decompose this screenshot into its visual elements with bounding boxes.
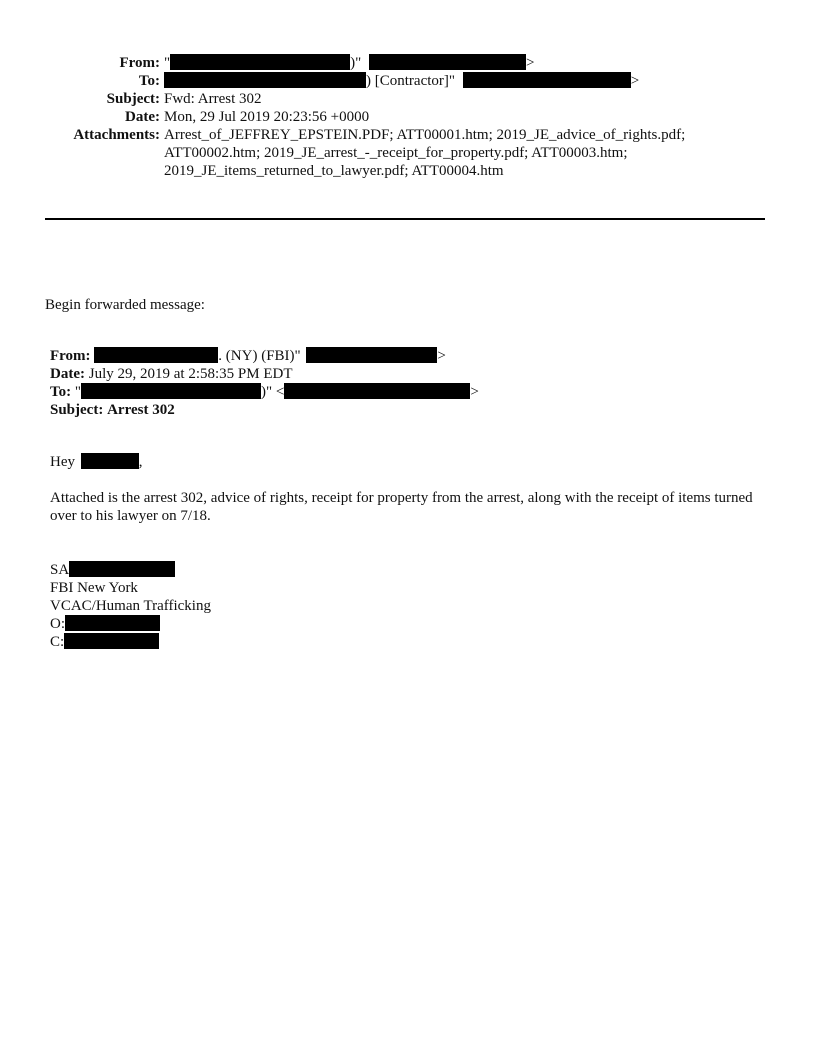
header-to-value: [164, 72, 639, 90]
header-to-label: To:: [138, 73, 160, 89]
header-from-row: [0, 54, 816, 72]
email-header: [0, 54, 816, 180]
signature-block: [50, 561, 211, 651]
redaction-box: [306, 347, 437, 363]
redaction-box: [463, 72, 631, 88]
to-gt: >: [630, 73, 640, 89]
header-subject-label: Subject:: [106, 91, 160, 107]
fwd-subject-label: Subject:: [50, 402, 104, 418]
fwd-subject-row: [50, 401, 479, 419]
fwd-date-label: Date:: [50, 366, 85, 382]
from-close: )": [350, 55, 362, 71]
greeting-comma: ,: [138, 454, 143, 470]
sig-unit: VCAC/Human Trafficking: [50, 598, 211, 614]
fwd-date-value: July 29, 2019 at 2:58:35 PM EDT: [88, 366, 293, 382]
header-from-value: [164, 54, 534, 72]
fwd-to-row: [50, 383, 479, 401]
header-subject-value: Fwd: Arrest 302: [164, 91, 262, 107]
sig-office-phone-label: O:: [50, 616, 65, 632]
redaction-box: [65, 615, 160, 631]
from-open-quote: ": [164, 55, 171, 71]
header-attachments-label: Attachments:: [73, 127, 160, 143]
redaction-box: [81, 383, 261, 399]
fwd-from-mid: . (NY) (FBI)": [218, 348, 301, 364]
header-subject-row: [0, 90, 816, 108]
fwd-subject-value: Arrest 302: [107, 402, 175, 418]
header-date-row: [0, 108, 816, 126]
fwd-from-gt: >: [437, 348, 446, 364]
from-gt: >: [526, 55, 535, 71]
message-body: Attached is the arrest 302, advice of rights, receipt for property from the arrest, along with the receipt of items turned over to his lawyer on 7/18.: [50, 490, 753, 524]
sig-office: FBI New York: [50, 580, 138, 596]
greeting-line: [50, 453, 143, 471]
header-date-value: Mon, 29 Jul 2019 20:23:56 +0000: [164, 109, 370, 125]
redaction-box: [81, 453, 139, 469]
fwd-to-mid: )" <: [261, 384, 285, 400]
redaction-box: [164, 72, 366, 88]
greeting: Hey: [50, 454, 75, 470]
header-date-label: Date:: [125, 109, 160, 125]
header-attachments-value: Arrest_of_JEFFREY_EPSTEIN.PDF; ATT00001.htm; 2019_JE_advice_of_rights.pdf; ATT00002.htm; 2019_JE_arrest_-_receipt_for_property.pdf; ATT00003.htm; 2019_JE_items_returned_to_lawyer.pdf; ATT00004.htm: [164, 127, 686, 179]
fwd-to-label: To:: [50, 384, 72, 400]
redaction-box: [284, 383, 470, 399]
forward-intro: Begin forwarded message:: [45, 297, 205, 313]
sig-cell-phone-label: C:: [50, 634, 65, 650]
sig-cell-phone-row: [50, 633, 211, 651]
header-from-label: From:: [119, 55, 160, 71]
header-divider: [45, 218, 765, 220]
fwd-from-row: [50, 347, 479, 365]
redaction-box: [94, 347, 218, 363]
sig-prefix: SA: [50, 562, 70, 578]
fwd-to-open-quote: ": [74, 384, 81, 400]
header-attachments-row: [0, 126, 816, 180]
sig-office-phone-row: [50, 615, 211, 633]
to-mid: ) [Contractor]": [366, 73, 456, 89]
header-to-row: [0, 72, 816, 90]
sig-name-row: [50, 561, 211, 579]
fwd-from-label: From:: [50, 348, 91, 364]
redaction-box: [69, 561, 175, 577]
fwd-date-row: [50, 365, 479, 383]
fwd-to-gt: >: [470, 384, 479, 400]
redaction-box: [369, 54, 526, 70]
redaction-box: [170, 54, 350, 70]
redaction-box: [64, 633, 159, 649]
forwarded-header: [50, 347, 479, 419]
